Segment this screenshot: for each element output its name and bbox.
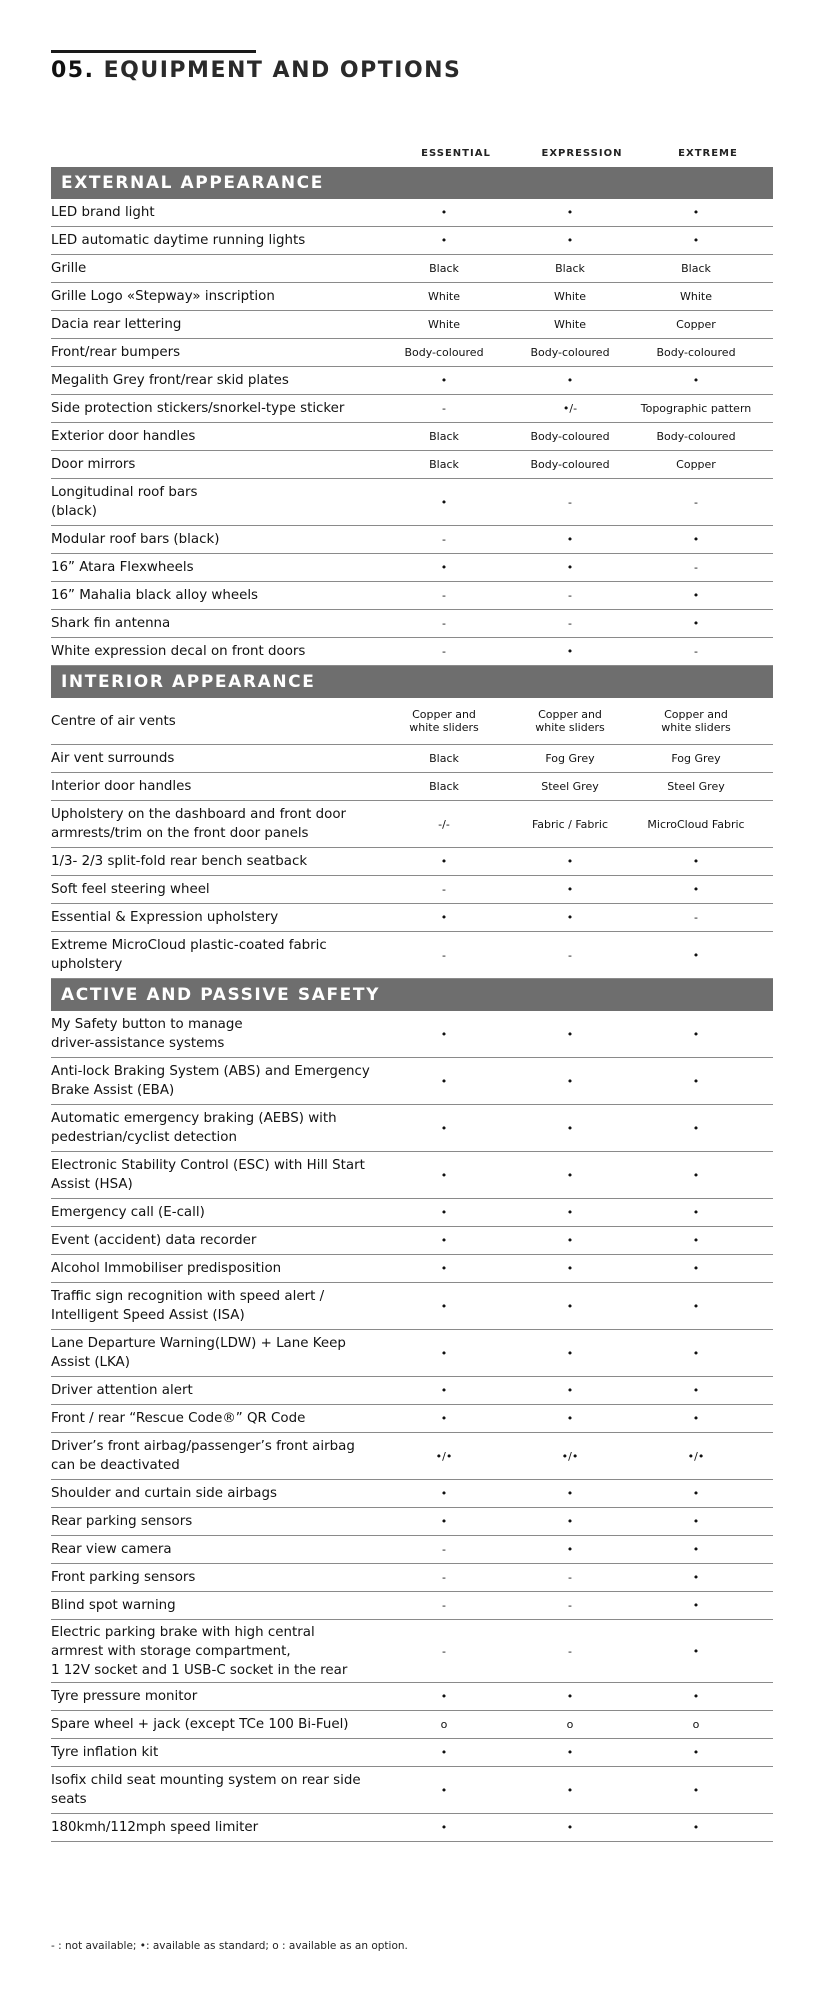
feature-label: Event (accident) data recorder (51, 1233, 257, 1248)
value-essential: Black (429, 430, 459, 443)
table-row (51, 1814, 773, 1842)
value-essential: - (442, 589, 446, 602)
value-essential: Black (429, 780, 459, 793)
table-row (51, 745, 773, 773)
table-row (51, 848, 773, 876)
value-essential: - (442, 1543, 446, 1556)
value-extreme: • (692, 855, 700, 868)
table-row (51, 311, 773, 339)
value-expression: Body-coloured (530, 430, 610, 443)
value-extreme: • (692, 374, 700, 387)
section-header: EXTERNAL APPEARANCE (51, 167, 773, 199)
feature-label: Grille Logo «Stepway» inscription (51, 289, 275, 304)
table-row (51, 1739, 773, 1767)
table-row (51, 1105, 773, 1152)
value-extreme: • (692, 1262, 700, 1275)
value-extreme: Black (681, 262, 711, 275)
value-expression: Steel Grey (541, 780, 599, 793)
table-row (51, 1508, 773, 1536)
value-expression: - (568, 948, 572, 962)
value-essential: • (440, 1746, 448, 1759)
value-extreme: o (692, 1718, 700, 1731)
feature-label: Anti-lock Braking System (ABS) and Emergency Brake Assist (EBA) (51, 1064, 370, 1098)
value-essential: • (440, 1234, 448, 1247)
value-extreme: •/• (687, 1449, 705, 1463)
value-extreme: • (692, 206, 700, 219)
feature-label: Front parking sensors (51, 1570, 196, 1585)
table-row (51, 339, 773, 367)
value-expression: • (566, 883, 574, 896)
table-row (51, 451, 773, 479)
value-essential: - (442, 402, 446, 415)
table-row (51, 395, 773, 423)
value-essential: White (428, 290, 460, 303)
table-row (51, 1433, 773, 1480)
value-extreme: • (692, 1821, 700, 1834)
value-expression: • (566, 911, 574, 924)
value-extreme: • (692, 589, 700, 602)
table-row (51, 610, 773, 638)
value-extreme: • (692, 1644, 700, 1658)
feature-label: Rear view camera (51, 1542, 172, 1557)
value-extreme: - (694, 561, 698, 574)
feature-label: Side protection stickers/snorkel-type sticker (51, 401, 345, 416)
value-expression: • (566, 1168, 574, 1182)
value-essential: • (440, 1027, 448, 1041)
value-essential: Black (429, 458, 459, 471)
table-row (51, 582, 773, 610)
feature-label: Interior door handles (51, 779, 192, 794)
table-row (51, 1620, 773, 1683)
table-row (51, 1283, 773, 1330)
section-header: INTERIOR APPEARANCE (51, 666, 773, 698)
section-header: ACTIVE AND PASSIVE SAFETY (51, 979, 773, 1011)
feature-label: Megalith Grey front/rear skid plates (51, 373, 289, 388)
value-expression: • (566, 1487, 574, 1500)
value-essential: • (440, 1515, 448, 1528)
value-extreme: Copper (676, 458, 716, 471)
table-row (51, 526, 773, 554)
value-expression: • (566, 1783, 574, 1797)
value-extreme: • (692, 1783, 700, 1797)
value-essential: • (440, 1384, 448, 1397)
value-essential: - (442, 617, 446, 630)
value-essential: White (428, 318, 460, 331)
value-expression: - (568, 495, 572, 509)
value-essential: • (440, 1783, 448, 1797)
value-essential: • (440, 1821, 448, 1834)
value-essential: - (442, 948, 446, 962)
table-row (51, 1683, 773, 1711)
value-expression: Fog Grey (545, 752, 595, 765)
value-expression: o (566, 1718, 574, 1731)
value-expression: - (568, 1571, 572, 1584)
feature-label: Air vent surrounds (51, 751, 175, 766)
value-expression: • (566, 1346, 574, 1360)
table-row (51, 1405, 773, 1433)
value-expression: • (566, 1234, 574, 1247)
value-extreme: • (692, 1746, 700, 1759)
feature-label: Automatic emergency braking (AEBS) with pedestrian/cyclist detection (51, 1111, 337, 1145)
table-row (51, 801, 773, 848)
value-extreme: • (692, 1027, 700, 1041)
value-extreme: • (692, 1168, 700, 1182)
value-essential: • (440, 1487, 448, 1500)
value-expression: • (566, 1515, 574, 1528)
value-extreme: Body-coloured (656, 430, 736, 443)
value-expression: • (566, 1746, 574, 1759)
page-title (51, 58, 461, 83)
feature-label: Front / rear “Rescue Code®” QR Code (51, 1411, 306, 1426)
table-row (51, 932, 773, 979)
table-row (51, 1227, 773, 1255)
value-extreme: • (692, 1515, 700, 1528)
table-row (51, 1058, 773, 1105)
feature-label: Spare wheel + jack (except TCe 100 Bi-Fuel) (51, 1717, 349, 1732)
value-extreme: • (692, 1121, 700, 1135)
feature-label: Front/rear bumpers (51, 345, 181, 360)
value-extreme: - (694, 645, 698, 658)
value-extreme: • (692, 533, 700, 546)
feature-label: Door mirrors (51, 457, 136, 472)
table-row (51, 1011, 773, 1058)
feature-label: Rear parking sensors (51, 1514, 193, 1529)
feature-label: Shark fin antenna (51, 616, 171, 631)
value-expression: • (566, 1384, 574, 1397)
value-expression: Body-coloured (530, 346, 610, 359)
value-expression: • (566, 234, 574, 247)
value-expression: • (566, 1027, 574, 1041)
value-essential: •/• (435, 1449, 453, 1463)
table-row (51, 1711, 773, 1739)
table-row (51, 283, 773, 311)
value-essential: • (440, 1121, 448, 1135)
value-essential: • (440, 1346, 448, 1360)
value-extreme: • (692, 1571, 700, 1584)
value-essential: - (442, 1599, 446, 1612)
value-expression: • (566, 206, 574, 219)
value-expression: - (568, 589, 572, 602)
value-extreme: Fog Grey (671, 752, 721, 765)
value-extreme: • (692, 948, 700, 962)
value-extreme: • (692, 1599, 700, 1612)
feature-label: 1/3- 2/3 split-fold rear bench seatback (51, 854, 308, 869)
value-extreme: • (692, 1299, 700, 1313)
value-essential: - (442, 883, 446, 896)
feature-label: Blind spot warning (51, 1598, 176, 1613)
table-row (51, 227, 773, 255)
column-headers (0, 148, 817, 162)
value-extreme: • (692, 1412, 700, 1425)
value-extreme: Topographic pattern (640, 402, 752, 415)
column-header-expression: EXPRESSION (541, 148, 623, 159)
value-expression: Black (555, 262, 585, 275)
value-expression: •/- (562, 402, 578, 415)
value-expression: • (566, 1821, 574, 1834)
value-essential: • (440, 234, 448, 247)
feature-label: Driver attention alert (51, 1383, 193, 1398)
value-essential: • (440, 855, 448, 868)
column-header-essential: ESSENTIAL (421, 148, 491, 159)
value-expression: • (566, 855, 574, 868)
table-row (51, 1592, 773, 1620)
value-expression: • (566, 533, 574, 546)
value-extreme: • (692, 1690, 700, 1703)
value-extreme: Body-coloured (656, 346, 736, 359)
section-number: 05. (51, 58, 95, 83)
table-row (51, 1767, 773, 1814)
value-essential: • (440, 374, 448, 387)
feature-label: Modular roof bars (black) (51, 532, 220, 547)
value-essential: o (440, 1718, 448, 1731)
feature-label: Alcohol Immobiliser predisposition (51, 1261, 282, 1276)
value-essential: • (440, 1262, 448, 1275)
feature-label: Emergency call (E-call) (51, 1205, 205, 1220)
value-extreme: MicroCloud Fabric (647, 817, 745, 831)
feature-label: Dacia rear lettering (51, 317, 182, 332)
table-row (51, 199, 773, 227)
value-expression: • (566, 1299, 574, 1313)
feature-label: Electric parking brake with high central armrest with storage compartment, 1 12V socket and 1 USB-C socket in the rear (51, 1624, 348, 1678)
value-extreme: • (692, 1234, 700, 1247)
value-essential: • (440, 206, 448, 219)
table-row (51, 1330, 773, 1377)
value-extreme: • (692, 1074, 700, 1088)
table-row (51, 1480, 773, 1508)
table-row (51, 773, 773, 801)
feature-label: Lane Departure Warning(LDW) + Lane Keep Assist (LKA) (51, 1336, 346, 1370)
table-row (51, 1199, 773, 1227)
value-extreme: - (694, 911, 698, 924)
value-essential: Body-coloured (404, 346, 484, 359)
feature-label: Soft feel steering wheel (51, 882, 210, 897)
feature-label: Extreme MicroCloud plastic-coated fabric upholstery (51, 938, 327, 972)
value-extreme: • (692, 617, 700, 630)
value-expression: • (566, 374, 574, 387)
feature-label: Traffic sign recognition with speed alert / Intelligent Speed Assist (ISA) (51, 1289, 325, 1323)
value-essential: • (440, 1690, 448, 1703)
feature-label: Tyre inflation kit (51, 1745, 159, 1760)
table-row (51, 554, 773, 582)
feature-label: LED brand light (51, 205, 155, 220)
value-expression: • (566, 1262, 574, 1275)
value-essential: • (440, 1168, 448, 1182)
feature-label: 16” Mahalia black alloy wheels (51, 588, 259, 603)
value-expression: - (568, 1644, 572, 1658)
table-row (51, 1536, 773, 1564)
value-essential: • (440, 1074, 448, 1088)
table-row (51, 1564, 773, 1592)
feature-label: Isofix child seat mounting system on rear side seats (51, 1773, 361, 1807)
value-extreme: • (692, 1487, 700, 1500)
value-extreme: - (694, 495, 698, 509)
table-row (51, 876, 773, 904)
value-essential: • (440, 495, 448, 509)
title-text: EQUIPMENT AND OPTIONS (103, 58, 462, 83)
feature-label: Centre of air vents (51, 713, 176, 729)
feature-label: Essential & Expression upholstery (51, 910, 279, 925)
value-essential: -/- (438, 817, 450, 831)
value-essential: • (440, 1206, 448, 1219)
value-expression: •/• (561, 1449, 579, 1463)
feature-label: Grille (51, 261, 87, 276)
table-row (51, 698, 773, 745)
feature-label: 180kmh/112mph speed limiter (51, 1820, 259, 1835)
value-expression: White (554, 290, 586, 303)
value-expression: - (568, 1599, 572, 1612)
value-expression: • (566, 1121, 574, 1135)
feature-label: Exterior door handles (51, 429, 196, 444)
value-essential: - (442, 645, 446, 658)
column-header-extreme: EXTREME (678, 148, 738, 159)
value-essential: • (440, 1299, 448, 1313)
value-expression: • (566, 561, 574, 574)
table-row (51, 638, 773, 666)
table-row (51, 479, 773, 526)
feature-label: Upholstery on the dashboard and front door armrests/trim on the front door panels (51, 807, 347, 841)
table-row (51, 1152, 773, 1199)
value-expression: • (566, 1543, 574, 1556)
value-expression: - (568, 617, 572, 630)
feature-label: LED automatic daytime running lights (51, 233, 306, 248)
value-essential: - (442, 1644, 446, 1658)
feature-label: Electronic Stability Control (ESC) with Hill Start Assist (HSA) (51, 1158, 365, 1192)
footnote: - : not available; •: available as standard; o : available as an option. (51, 1940, 408, 1952)
table-row (51, 367, 773, 395)
value-expression: • (566, 645, 574, 658)
table-row (51, 255, 773, 283)
value-expression: • (566, 1074, 574, 1088)
value-expression: • (566, 1690, 574, 1703)
feature-label: Tyre pressure monitor (51, 1689, 198, 1704)
value-expression: White (554, 318, 586, 331)
value-essential: Copper and white sliders (409, 708, 479, 734)
value-essential: Black (429, 262, 459, 275)
value-essential: • (440, 1412, 448, 1425)
value-extreme: Copper (676, 318, 716, 331)
table-row (51, 1377, 773, 1405)
value-extreme: Steel Grey (667, 780, 725, 793)
value-essential: • (440, 911, 448, 924)
feature-label: 16” Atara Flexwheels (51, 560, 194, 575)
value-essential: - (442, 533, 446, 546)
value-expression: • (566, 1206, 574, 1219)
value-extreme: White (680, 290, 712, 303)
value-extreme: • (692, 1206, 700, 1219)
value-essential: Black (429, 752, 459, 765)
feature-label: White expression decal on front doors (51, 644, 306, 659)
value-expression: Copper and white sliders (535, 708, 605, 734)
value-expression: Fabric / Fabric (531, 817, 609, 831)
value-extreme: • (692, 1346, 700, 1360)
table-row (51, 1255, 773, 1283)
feature-label: Longitudinal roof bars (black) (51, 485, 198, 519)
value-essential: • (440, 561, 448, 574)
feature-label: Driver’s front airbag/passenger’s front airbag can be deactivated (51, 1439, 355, 1473)
feature-label: My Safety button to manage driver-assistance systems (51, 1017, 243, 1051)
value-extreme: • (692, 1543, 700, 1556)
value-extreme: • (692, 883, 700, 896)
top-rule (51, 50, 256, 53)
value-expression: Body-coloured (530, 458, 610, 471)
value-extreme: Copper and white sliders (661, 708, 731, 734)
equipment-table (51, 167, 773, 1842)
value-essential: - (442, 1571, 446, 1584)
value-extreme: • (692, 1384, 700, 1397)
value-expression: • (566, 1412, 574, 1425)
value-extreme: • (692, 234, 700, 247)
table-row (51, 423, 773, 451)
feature-label: Shoulder and curtain side airbags (51, 1486, 277, 1501)
table-row (51, 904, 773, 932)
